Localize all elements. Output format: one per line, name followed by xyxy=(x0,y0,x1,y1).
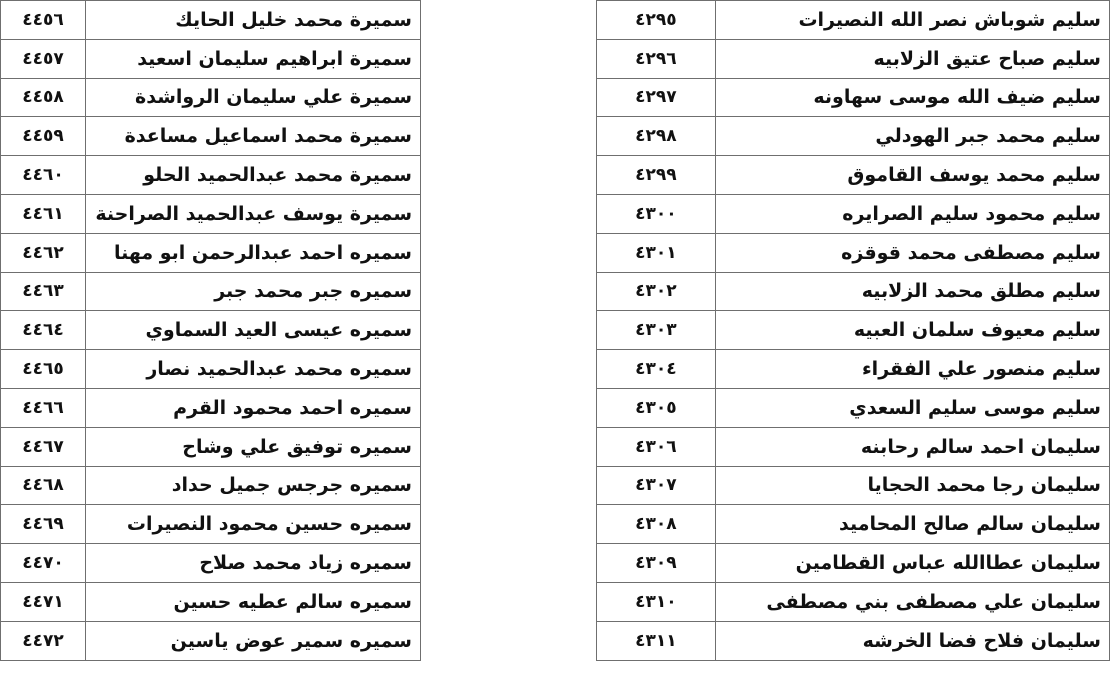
record-number-cell: ٤٣٠٠ xyxy=(597,194,716,233)
record-number-cell: ٤٤٦٩ xyxy=(1,505,86,544)
table-row xyxy=(597,78,1110,117)
record-number-cell: ٤٤٧١ xyxy=(1,582,86,621)
record-number-cell: ٤٤٦٠ xyxy=(1,156,86,195)
table-row xyxy=(597,311,1110,350)
person-name-cell: سليم محمود سليم الصرايره xyxy=(715,194,1109,233)
table-row xyxy=(1,1,421,40)
record-number-cell: ٤٤٦٦ xyxy=(1,388,86,427)
person-name-cell: سميره توفيق علي وشاح xyxy=(86,427,421,466)
record-number-cell: ٤٢٩٧ xyxy=(597,78,716,117)
record-number-cell: ٤٤٥٦ xyxy=(1,1,86,40)
table-row xyxy=(597,466,1110,505)
person-name-cell: سليم معيوف سلمان العبيه xyxy=(715,311,1109,350)
table-row xyxy=(597,621,1110,660)
person-name-cell: سميره محمد عبدالحميد نصار xyxy=(86,350,421,389)
table-row xyxy=(1,621,421,660)
record-number-cell: ٤٣٠٤ xyxy=(597,350,716,389)
person-name-cell: سميره جرجس جميل حداد xyxy=(86,466,421,505)
table-row xyxy=(1,544,421,583)
record-number-cell: ٤٢٩٦ xyxy=(597,39,716,78)
record-number-cell: ٤٤٧٢ xyxy=(1,621,86,660)
right-table-body xyxy=(597,1,1110,661)
table-row xyxy=(597,582,1110,621)
table-row xyxy=(597,194,1110,233)
record-number-cell: ٤٤٦٣ xyxy=(1,272,86,311)
person-name-cell: سميرة ابراهيم سليمان اسعيد xyxy=(86,39,421,78)
table-row xyxy=(597,233,1110,272)
person-name-cell: سليم موسى سليم السعدي xyxy=(715,388,1109,427)
table-row xyxy=(1,388,421,427)
record-number-cell: ٤٣٠٥ xyxy=(597,388,716,427)
person-name-cell: سميرة محمد اسماعيل مساعدة xyxy=(86,117,421,156)
person-name-cell: سميرة علي سليمان الرواشدة xyxy=(86,78,421,117)
person-name-cell: سميره سالم عطيه حسين xyxy=(86,582,421,621)
left-name-table xyxy=(0,0,421,661)
left-table-body xyxy=(1,1,421,661)
record-number-cell: ٤٤٦٥ xyxy=(1,350,86,389)
person-name-cell: سليم منصور علي الفقراء xyxy=(715,350,1109,389)
table-row xyxy=(597,39,1110,78)
record-number-cell: ٤٤٦١ xyxy=(1,194,86,233)
record-number-cell: ٤٤٥٨ xyxy=(1,78,86,117)
record-number-cell: ٤٢٩٥ xyxy=(597,1,716,40)
person-name-cell: سميره احمد محمود القرم xyxy=(86,388,421,427)
record-number-cell: ٤٤٥٧ xyxy=(1,39,86,78)
record-number-cell: ٤٢٩٨ xyxy=(597,117,716,156)
record-number-cell: ٤٣٠١ xyxy=(597,233,716,272)
table-row xyxy=(1,466,421,505)
person-name-cell: سليم مطلق محمد الزلابيه xyxy=(715,272,1109,311)
table-row xyxy=(597,272,1110,311)
table-row xyxy=(597,117,1110,156)
table-row xyxy=(1,505,421,544)
table-row xyxy=(1,39,421,78)
table-row xyxy=(597,427,1110,466)
table-row xyxy=(1,272,421,311)
person-name-cell: سميره سمير عوض ياسين xyxy=(86,621,421,660)
person-name-cell: سليم صباح عتيق الزلابيه xyxy=(715,39,1109,78)
record-number-cell: ٤٣٠٨ xyxy=(597,505,716,544)
person-name-cell: سليمان رجا محمد الحجايا xyxy=(715,466,1109,505)
person-name-cell: سليم مصطفى محمد قوقزه xyxy=(715,233,1109,272)
person-name-cell: سليمان عطاالله عباس القطامين xyxy=(715,544,1109,583)
person-name-cell: سليمان احمد سالم رحابنه xyxy=(715,427,1109,466)
record-number-cell: ٤٣٠٣ xyxy=(597,311,716,350)
table-row xyxy=(1,427,421,466)
table-row xyxy=(597,156,1110,195)
person-name-cell: سميره احمد عبدالرحمن ابو مهنا xyxy=(86,233,421,272)
record-number-cell: ٤٤٧٠ xyxy=(1,544,86,583)
record-number-cell: ٤٣٠٧ xyxy=(597,466,716,505)
record-number-cell: ٤٤٥٩ xyxy=(1,117,86,156)
table-row xyxy=(1,582,421,621)
record-number-cell: ٤٣١٠ xyxy=(597,582,716,621)
record-number-cell: ٤٢٩٩ xyxy=(597,156,716,195)
table-row xyxy=(597,350,1110,389)
table-row xyxy=(1,311,421,350)
record-number-cell: ٤٤٦٨ xyxy=(1,466,86,505)
record-number-cell: ٤٤٦٢ xyxy=(1,233,86,272)
record-number-cell: ٤٣٠٩ xyxy=(597,544,716,583)
person-name-cell: سميره زياد محمد صلاح xyxy=(86,544,421,583)
record-number-cell: ٤٣٠٦ xyxy=(597,427,716,466)
person-name-cell: سميرة محمد خليل الحايك xyxy=(86,1,421,40)
person-name-cell: سليمان فلاح فضا الخرشه xyxy=(715,621,1109,660)
person-name-cell: سميره عيسى العيد السماوي xyxy=(86,311,421,350)
table-row xyxy=(1,233,421,272)
person-name-cell: سميره جبر محمد جبر xyxy=(86,272,421,311)
table-row xyxy=(597,544,1110,583)
person-name-cell: سليمان علي مصطفى بني مصطفى xyxy=(715,582,1109,621)
person-name-cell: سليمان سالم صالح المحاميد xyxy=(715,505,1109,544)
person-name-cell: سليم محمد يوسف القاموق xyxy=(715,156,1109,195)
person-name-cell: سليم محمد جبر الهودلي xyxy=(715,117,1109,156)
table-row xyxy=(597,1,1110,40)
person-name-cell: سميرة محمد عبدالحميد الحلو xyxy=(86,156,421,195)
record-number-cell: ٤٣١١ xyxy=(597,621,716,660)
table-row xyxy=(597,388,1110,427)
person-name-cell: سليم شوباش نصر الله النصيرات xyxy=(715,1,1109,40)
record-number-cell: ٤٤٦٤ xyxy=(1,311,86,350)
table-row xyxy=(1,117,421,156)
person-name-cell: سميره حسين محمود النصيرات xyxy=(86,505,421,544)
person-name-cell: سميرة يوسف عبدالحميد الصراحنة xyxy=(86,194,421,233)
table-row xyxy=(1,78,421,117)
record-number-cell: ٤٤٦٧ xyxy=(1,427,86,466)
record-number-cell: ٤٣٠٢ xyxy=(597,272,716,311)
table-row xyxy=(597,505,1110,544)
table-row xyxy=(1,194,421,233)
person-name-cell: سليم ضيف الله موسى سهاونه xyxy=(715,78,1109,117)
right-name-table xyxy=(596,0,1110,661)
table-row xyxy=(1,156,421,195)
table-row xyxy=(1,350,421,389)
